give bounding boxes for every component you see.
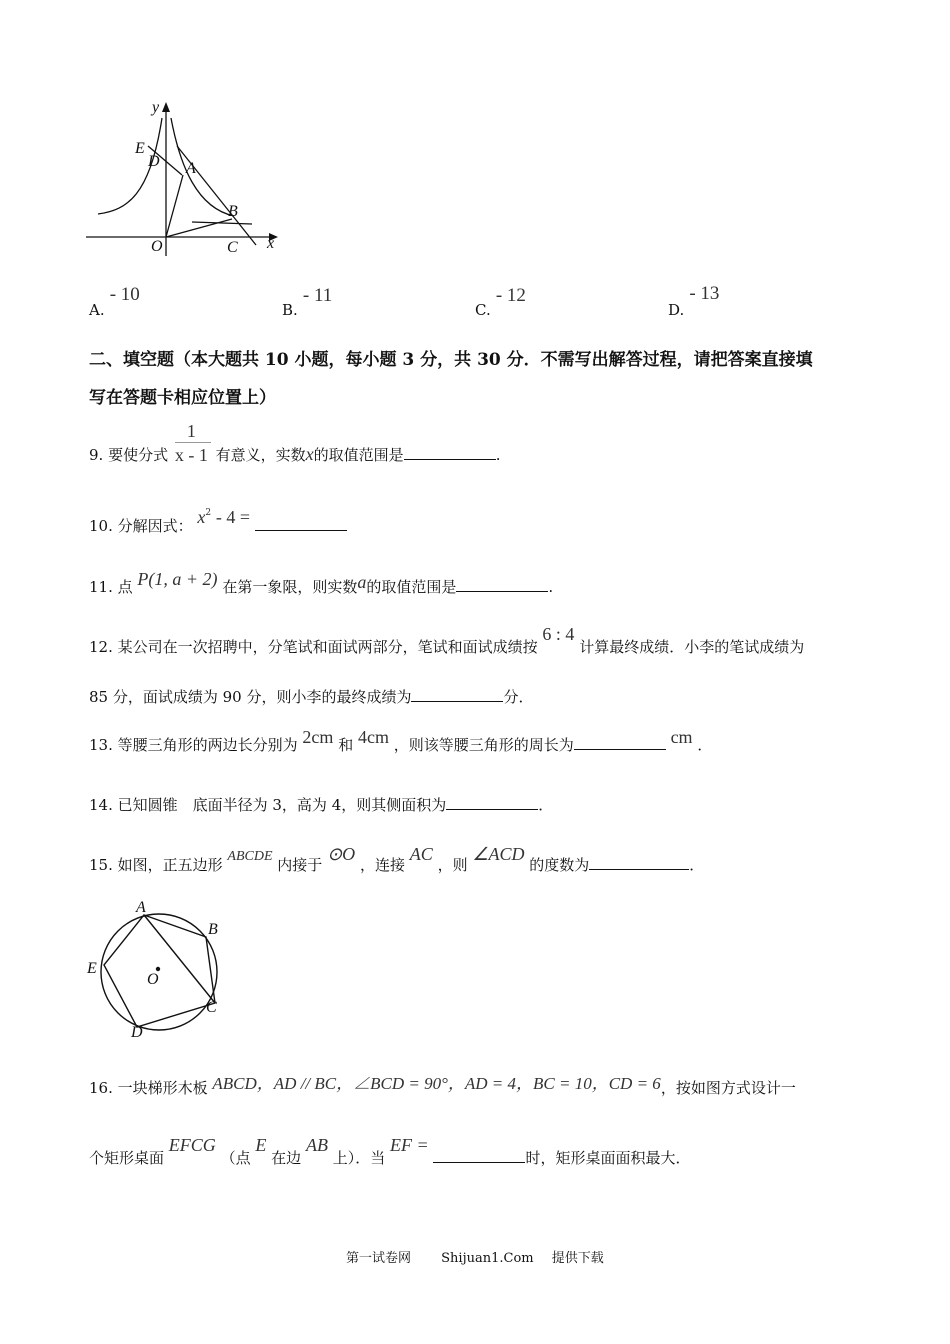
q15-post: 的度数为: [529, 856, 590, 874]
label-o: O: [147, 971, 159, 988]
hyperbola-right-branch: [171, 118, 234, 216]
q14-text: 14. 已知圆锥 底面半径为 3，高为 4，则其侧面积为: [89, 796, 447, 814]
q15-mid1: 内接于: [277, 856, 323, 874]
choice-option-d: [668, 283, 720, 319]
label-a: A: [136, 899, 146, 916]
footer-left: 第一试卷网: [346, 1251, 412, 1266]
answer-blank[interactable]: [456, 577, 548, 592]
q13-pre: 13. 等腰三角形的两边长分别为: [89, 736, 298, 754]
q15-circ: ⊙O: [327, 844, 356, 864]
label-y: y: [152, 99, 160, 116]
pentagon-circle-figure: [84, 895, 226, 1040]
q15-mid3: ，则: [437, 856, 468, 874]
q12-post: 计算最终成绩．小李的笔试成绩为: [579, 638, 805, 656]
label-d: D: [131, 1024, 143, 1040]
q16-rect: EFCG: [168, 1135, 216, 1155]
label-o: O: [151, 238, 163, 255]
q9-denominator: x - 1: [174, 445, 208, 465]
q16-ef: EF =: [390, 1135, 429, 1155]
question-13: 13. 等腰三角形的两边长分别为 2cm 和 4cm ，则该等腰三角形的周长为 cm ．: [89, 727, 713, 754]
answer-blank[interactable]: [589, 855, 689, 870]
q13-a: 2cm: [302, 727, 334, 747]
q16-end: 时，矩形桌面面积最大．: [525, 1149, 691, 1167]
choice-option-b: [282, 285, 333, 319]
q16-p1: （点: [220, 1149, 251, 1167]
q9-mid: 有意义，实数: [215, 446, 306, 464]
q12-ratio: 6 : 4: [542, 624, 575, 644]
page-footer: [346, 1247, 604, 1266]
q9-var: x: [305, 444, 314, 464]
option-label: D.: [668, 301, 685, 319]
label-e: E: [87, 960, 97, 977]
option-value: - 10: [109, 284, 140, 305]
answer-blank[interactable]: [411, 687, 503, 702]
option-label: B.: [282, 301, 298, 319]
q16-cond: ABCD，AD // BC，∠BCD = 90°，AD = 4，BC = 10，CD = 6: [212, 1074, 661, 1093]
q10-expr: x: [197, 507, 206, 527]
q10-tail: - 4 =: [215, 507, 251, 527]
q16-pre: 16. 一块梯形木板: [89, 1079, 208, 1097]
question-12-line2: 85 分，面试成绩为 90 分，则小李的最终成绩为 分．: [89, 688, 534, 706]
choice-option-a: [89, 284, 140, 319]
q11-var: a: [357, 572, 367, 592]
q9-fraction: [173, 421, 211, 465]
q16-ab: AB: [305, 1135, 328, 1155]
option-value: - 13: [689, 283, 720, 304]
question-14: 14. 已知圆锥 底面半径为 3，高为 4，则其侧面积为 ．: [89, 796, 554, 814]
label-b: B: [228, 203, 238, 220]
section-heading-line1: 二、填空题（本大题共 10 小题，每小题 3 分，共 30 分．不需写出解答过程，请把答案直接填: [89, 350, 813, 370]
label-b: B: [208, 921, 218, 938]
option-value: - 12: [495, 285, 526, 306]
q13-post: ，则该等腰三角形的周长为: [393, 736, 574, 754]
label-a: A: [186, 160, 196, 177]
label-c: C: [206, 999, 217, 1016]
answer-blank[interactable]: [404, 445, 496, 460]
q16-line2pre: 个矩形桌面: [89, 1149, 165, 1167]
question-15: 15. 如图，正五边形 ABCDE 内接于 ⊙O ，连接 AC ，则 ∠ACD 的度数为 ．: [89, 844, 705, 874]
q13-and: 和: [338, 736, 354, 754]
q11-pre: 11. 点: [89, 578, 133, 596]
q16-p3: 上）．当: [332, 1149, 386, 1167]
choice-option-c: [475, 285, 526, 319]
label-e: E: [135, 140, 145, 157]
answer-blank[interactable]: [255, 516, 347, 531]
q15-ang: ∠ACD: [472, 844, 525, 864]
q9-pre: 9. 要使分式: [89, 446, 169, 464]
question-11: 11. 点 P(1, a + 2) 在第一象限，则实数a的取值范围是 .: [89, 569, 554, 596]
q12-pre: 12. 某公司在一次招聘中，分笔试和面试两部分，笔试和面试成绩按: [89, 638, 538, 656]
section-heading-line2: 写在答题卡相应位置上）: [89, 388, 276, 408]
q9-numerator: 1: [186, 421, 196, 441]
q15-poly: ABCDE: [227, 849, 273, 864]
q15-pre: 15. 如图，正五边形: [89, 856, 223, 874]
q9-fraction-bar: [175, 442, 211, 443]
pentagon-abcde: [104, 915, 215, 1027]
q15-mid2: ，连接: [359, 856, 405, 874]
q11-mid: 在第一象限，则实数: [222, 578, 358, 596]
q16-post: ，按如图方式设计一: [660, 1079, 796, 1097]
question-16-line1: [89, 1073, 796, 1098]
question-9: 9. 要使分式 $\frac{1}{x - 1}$ 有意义，实数x的取值范围是 .: [89, 421, 501, 465]
q13-unit: cm: [670, 727, 693, 747]
q10-pre: 10. 分解因式：: [89, 517, 193, 535]
footer-right: 提供下载: [551, 1251, 604, 1266]
label-c: C: [227, 239, 238, 256]
segment-oa: [166, 175, 183, 237]
label-x: x: [267, 235, 275, 252]
q15-seg: AC: [409, 844, 433, 864]
option-label: A.: [89, 301, 105, 319]
q10-sup: 2: [205, 508, 212, 518]
q11-post: 的取值范围是: [366, 578, 457, 596]
question-10: [89, 507, 347, 536]
option-label: C.: [475, 301, 491, 319]
function-graph-figure: [82, 96, 282, 258]
question-12-line1: [89, 624, 805, 657]
answer-blank[interactable]: [433, 1148, 525, 1163]
answer-blank[interactable]: [446, 795, 538, 810]
footer-site[interactable]: Shijuan1.Com: [441, 1251, 534, 1266]
option-value: - 11: [302, 285, 333, 306]
q11-point: P(1, a + 2): [137, 569, 218, 589]
circle-o: [101, 914, 217, 1030]
q16-e: E: [255, 1135, 267, 1155]
answer-blank[interactable]: [574, 735, 666, 750]
q16-p2: 在边: [271, 1149, 302, 1167]
label-d: D: [148, 153, 160, 170]
q12-line2: 85 分，面试成绩为 90 分，则小李的最终成绩为: [89, 688, 412, 706]
q9-post: 的取值范围是: [313, 446, 404, 464]
q13-b: 4cm: [357, 727, 389, 747]
question-16-line2: [89, 1135, 691, 1168]
y-axis-arrow: [162, 102, 170, 112]
